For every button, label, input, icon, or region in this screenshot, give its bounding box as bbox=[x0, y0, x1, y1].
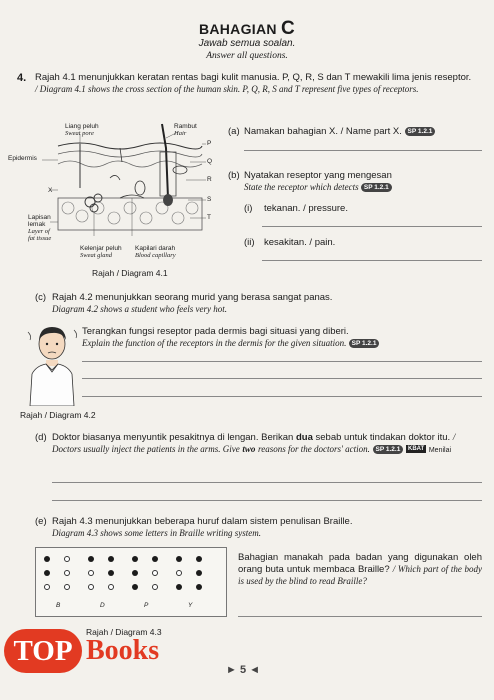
section-title-letter: C bbox=[281, 18, 296, 39]
diagram-4-1-caption: Rajah / Diagram 4.1 bbox=[92, 268, 168, 278]
part-d-kbat-badge: KBAT bbox=[407, 446, 425, 453]
label-sweat-gland-ms: Kelenjar peluh bbox=[80, 245, 122, 252]
part-b-ii-label: (ii) bbox=[244, 237, 255, 248]
part-c-task-ms: Terangkan fungsi reseptor pada dermis bagi situasi yang diberi. bbox=[82, 326, 349, 337]
braille-dot bbox=[88, 556, 94, 562]
label-hair-ms: Rambut bbox=[174, 123, 197, 130]
page-arrow-left-icon: ► bbox=[226, 664, 237, 676]
part-d-text-en-2: reasons for the doctors' action. bbox=[258, 444, 370, 454]
part-b-text bbox=[244, 170, 484, 193]
part-d-kbat-text: Menilai bbox=[428, 447, 452, 454]
braille-dot bbox=[64, 570, 70, 576]
label-epidermis: Epidermis bbox=[8, 155, 37, 162]
part-d-text-ms-1: Doktor biasanya menyuntik pesakitnya di lengan. Berikan bbox=[52, 432, 294, 443]
braille-dot bbox=[132, 556, 138, 562]
part-e-label: (e) bbox=[35, 516, 47, 527]
part-d-text-en-bold: two bbox=[242, 444, 256, 454]
page-arrow-right-icon: ◄ bbox=[249, 664, 261, 676]
part-c-task-en: Explain the function of the receptors in the dermis for the given situation. bbox=[82, 338, 347, 348]
label-fat-ms: Lapisan lemak bbox=[28, 214, 51, 228]
label-s: S bbox=[207, 196, 212, 203]
part-a-badge: SP 1.2.1 bbox=[405, 127, 436, 136]
instruction-ms: Jawab semua soalan. bbox=[198, 38, 296, 49]
part-b-label: (b) bbox=[228, 170, 240, 181]
student-illustration bbox=[18, 322, 82, 406]
question-intro-en: / Diagram 4.1 shows the cross section of the human skin. P, Q, R, S and T represent five types of receptors. bbox=[35, 84, 419, 94]
braille-dot bbox=[44, 584, 50, 590]
label-sweat-pore-ms: Liang peluh bbox=[65, 123, 99, 130]
part-c-text bbox=[52, 292, 482, 315]
part-c-text-ms: Rajah 4.2 menunjukkan seorang murid yang berasa sangat panas. bbox=[52, 292, 333, 303]
braille-dot bbox=[152, 570, 158, 576]
part-c-text-en: Diagram 4.2 shows a student who feels very hot. bbox=[52, 304, 227, 314]
label-q: Q bbox=[207, 158, 213, 165]
diagram-4-3-caption: Rajah / Diagram 4.3 bbox=[86, 627, 162, 637]
label-x: X bbox=[48, 187, 53, 194]
label-capillary bbox=[135, 245, 176, 259]
braille-letter-label: P bbox=[144, 602, 149, 609]
part-b-ii-answer-line[interactable] bbox=[262, 260, 482, 261]
part-c-answer-line-2[interactable] bbox=[82, 378, 482, 379]
label-fat-en: Layer of fat tissue bbox=[28, 228, 52, 242]
question-intro bbox=[35, 72, 475, 96]
label-t: T bbox=[207, 214, 211, 221]
part-a-text bbox=[244, 126, 484, 138]
part-c-answer-line-3[interactable] bbox=[82, 396, 482, 397]
braille-dot bbox=[196, 584, 202, 590]
part-b-i-text: tekanan. / pressure. bbox=[264, 203, 348, 214]
braille-dot bbox=[152, 584, 158, 590]
braille-letter-label: Y bbox=[188, 602, 193, 609]
braille-dot bbox=[108, 556, 114, 562]
part-d-text bbox=[52, 432, 482, 457]
question-intro-ms: Rajah 4.1 menunjukkan keratan rentas bagi kulit manusia. P, Q, R, S dan T mewakili lima jenis reseptor. bbox=[35, 72, 472, 83]
braille-dot bbox=[196, 570, 202, 576]
part-b-ii-text: kesakitan. / pain. bbox=[264, 237, 336, 248]
part-c-answer-line-1[interactable] bbox=[82, 361, 482, 362]
braille-dot bbox=[176, 584, 182, 590]
part-d-text-ms-2: sebab untuk tindakan doktor itu. bbox=[315, 432, 451, 443]
topbooks-logo-books: Books bbox=[86, 635, 160, 666]
part-a-answer-line[interactable] bbox=[244, 150, 482, 151]
label-r: R bbox=[207, 176, 212, 183]
part-d-badge: SP 1.2.1 bbox=[373, 445, 404, 454]
braille-dot bbox=[108, 570, 114, 576]
part-c-label: (c) bbox=[35, 292, 47, 303]
braille-dot bbox=[176, 556, 182, 562]
braille-dot bbox=[44, 556, 50, 562]
part-a-label: (a) bbox=[228, 126, 240, 137]
label-capillary-en: Blood capillary bbox=[135, 252, 176, 259]
braille-letter-label: B bbox=[56, 602, 61, 609]
part-d-answer-line-2[interactable] bbox=[52, 500, 482, 501]
braille-dot bbox=[88, 584, 94, 590]
braille-dot bbox=[176, 570, 182, 576]
section-title-prefix: BAHAGIAN bbox=[198, 21, 277, 37]
label-hair-en: Hair bbox=[174, 130, 187, 137]
section-title bbox=[0, 18, 494, 40]
label-capillary-ms: Kapilari darah bbox=[135, 245, 176, 252]
label-sweat-gland bbox=[80, 245, 122, 259]
part-c-badge: SP 1.2.1 bbox=[349, 339, 380, 348]
braille-dot bbox=[196, 556, 202, 562]
part-b-text-ms: Nyatakan reseptor yang mengesan bbox=[244, 170, 392, 181]
diagram-4-2-caption: Rajah / Diagram 4.2 bbox=[20, 410, 96, 420]
part-b-text-en: State the receptor which detects bbox=[244, 182, 359, 192]
part-b-i-label: (i) bbox=[244, 203, 253, 214]
page-number-value: 5 bbox=[239, 664, 247, 676]
label-fat-layer bbox=[28, 214, 58, 242]
label-sweat-gland-en: Sweat gland bbox=[80, 252, 112, 259]
part-e-text-ms: Rajah 4.3 menunjukkan beberapa huruf dalam sistem penulisan Braille. bbox=[52, 516, 353, 527]
part-b-i-answer-line[interactable] bbox=[262, 226, 482, 227]
part-e-question-en: / Which part of the body is used by the blind to read Braille? bbox=[238, 564, 483, 586]
part-c-task bbox=[82, 326, 482, 349]
part-d-text-bold: dua bbox=[295, 432, 313, 443]
instruction-en: Answer all questions. bbox=[206, 51, 288, 61]
braille-diagram bbox=[35, 547, 227, 617]
part-d-label: (d) bbox=[35, 432, 47, 443]
braille-dot bbox=[88, 570, 94, 576]
label-hair bbox=[174, 123, 197, 137]
part-e-question bbox=[238, 552, 482, 588]
part-d-text-en-1: / Doctors usually inject the patients in the arms. Give bbox=[52, 432, 456, 454]
braille-dot bbox=[44, 570, 50, 576]
braille-dot bbox=[108, 584, 114, 590]
part-e-text-en: Diagram 4.3 shows some letters in Braille writing system. bbox=[52, 528, 261, 538]
part-e-question-ms: Bahagian manakah pada badan yang digunakan oleh orang buta untuk membaca Braille? bbox=[238, 552, 482, 575]
question-number: 4. bbox=[17, 72, 27, 84]
braille-dot bbox=[64, 584, 70, 590]
part-e-answer-line[interactable] bbox=[238, 616, 482, 617]
braille-dot bbox=[132, 570, 138, 576]
braille-dot bbox=[64, 556, 70, 562]
part-b-badge: SP 1.2.1 bbox=[361, 183, 392, 192]
label-sweat-pore bbox=[65, 123, 99, 137]
page-number bbox=[226, 664, 260, 676]
braille-dot bbox=[132, 584, 138, 590]
label-sweat-pore-en: Sweat pore bbox=[65, 130, 94, 137]
braille-dot bbox=[152, 556, 158, 562]
topbooks-logo-top: TOP bbox=[4, 629, 82, 673]
part-e-text bbox=[52, 516, 482, 539]
part-a-question: Namakan bahagian X. / Name part X. bbox=[244, 126, 402, 137]
braille-letter-label: D bbox=[100, 602, 105, 609]
part-d-answer-line-1[interactable] bbox=[52, 482, 482, 483]
label-p: P bbox=[207, 140, 212, 147]
